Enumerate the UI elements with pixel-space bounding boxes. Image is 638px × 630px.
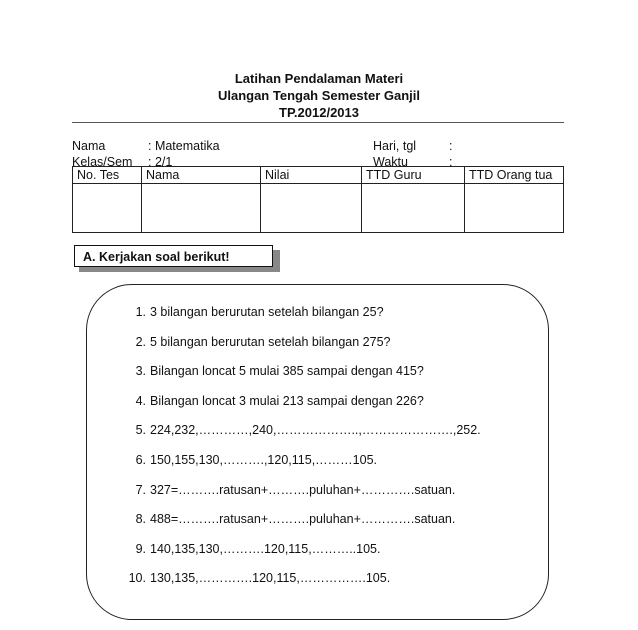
question-number: 9. [135, 541, 146, 556]
question-item [112, 335, 481, 365]
info-label: Hari, tgl [373, 139, 417, 153]
exam-name: Ulangan Tengah Semester Ganjil [217, 88, 421, 103]
name-cell[interactable] [142, 184, 261, 233]
info-label: Nama [72, 139, 106, 153]
question-item [112, 305, 481, 335]
question-number: 5. [135, 423, 146, 438]
document-title: Latihan Pendalaman Materi [234, 71, 404, 86]
question-item [112, 394, 481, 424]
info-value: : [449, 155, 453, 169]
score-table [72, 166, 564, 233]
question-number: 3. [135, 364, 146, 379]
info-value: : 2/1 [148, 155, 173, 169]
question-number: 2. [135, 334, 146, 349]
school-year: TP.2012/2013 [279, 105, 359, 120]
parent-signature-cell[interactable] [465, 184, 564, 233]
question-item [112, 483, 481, 513]
score-table-header-row [73, 167, 564, 184]
question-number: 4. [135, 393, 146, 408]
column-header-parent-signature: TTD Orang tua [465, 167, 564, 184]
test-number-cell[interactable] [73, 184, 142, 233]
question-text: Bilangan loncat 3 mulai 213 sampai dengan 226? [150, 393, 424, 408]
question-text: 224,232,…………,240,………………..,………………….,252. [150, 423, 481, 438]
column-header-name: Nama [142, 167, 261, 184]
question-text: 130,135,………….120,115,…………….105. [150, 571, 391, 586]
question-text: 488=……….ratusan+……….puluhan+………….satuan. [150, 512, 456, 527]
column-header-teacher-signature: TTD Guru [362, 167, 465, 184]
info-value: : [449, 139, 453, 153]
info-row-subject [72, 138, 220, 154]
question-number: 7. [135, 482, 146, 497]
question-item [112, 512, 481, 542]
column-header-score: Nilai [261, 167, 362, 184]
question-item [112, 453, 481, 483]
question-item [112, 571, 481, 601]
score-cell[interactable] [261, 184, 362, 233]
section-heading: A. Kerjakan soal berikut! [74, 245, 273, 267]
question-text: 5 bilangan berurutan setelah bilangan 275? [150, 334, 391, 349]
question-text: 3 bilangan berurutan setelah bilangan 25? [150, 305, 384, 319]
info-row-date [373, 138, 452, 154]
column-header-test-number: No. Tes [73, 167, 142, 184]
header-divider [72, 122, 564, 123]
question-item [112, 364, 481, 394]
question-item [112, 542, 481, 572]
document-header [0, 70, 638, 121]
info-label: Kelas/Sem [72, 155, 133, 169]
question-number: 6. [135, 452, 146, 467]
question-number: 1. [135, 305, 146, 319]
info-label: Waktu [373, 155, 408, 169]
info-value: : Matematika [148, 139, 220, 153]
question-item [112, 423, 481, 453]
question-list [112, 305, 481, 601]
question-text: 327=……….ratusan+……….puluhan+………….satuan. [150, 482, 456, 497]
question-number: 8. [135, 512, 146, 527]
score-table-row [73, 184, 564, 233]
question-text: 140,135,130,……….120,115,………..105. [150, 541, 381, 556]
question-text: Bilangan loncat 5 mulai 385 sampai dengan 415? [150, 364, 424, 379]
teacher-signature-cell[interactable] [362, 184, 465, 233]
question-text: 150,155,130,……….,120,115,………105. [150, 452, 377, 467]
question-number: 10. [128, 571, 146, 586]
